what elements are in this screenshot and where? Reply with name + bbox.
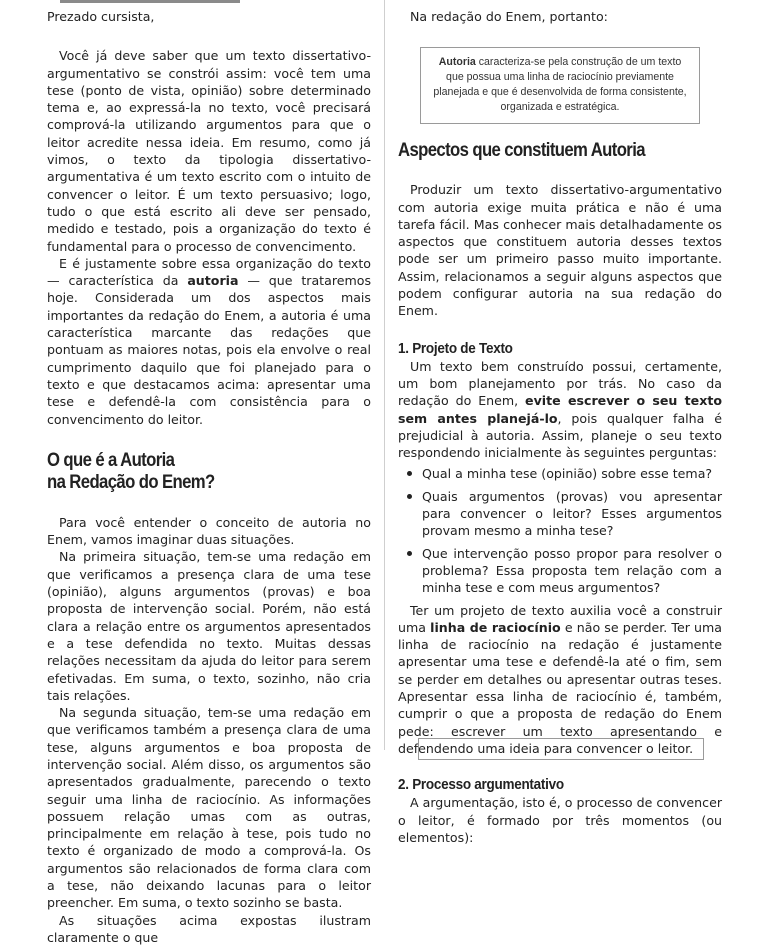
paragraph-second-situation: Na segunda situação, tem-se uma redação em que verificamos também a presença clara de uma tese, alguns argumentos e boa proposta de intervenção social. Além disso, os argumentos são apresentados gradualmente, parecendo o texto seguir uma linha de raciocínio. As informações possuem relação umas com as outras, principalmente em relação à tese, pois tudo no texto é organizado de modo a comprová-la. Os argumentos são relacionados de forma clara com a tese, não deixando lacunas para o leitor preencher. Em suma, o texto sozinho se basta. (47, 705, 371, 911)
paragraph-autoria-text-a: E é justamente sobre essa organização do texto — característica da (47, 255, 371, 289)
paragraph-aspects-intro: Produzir um texto dissertativo-argumentativo com autoria exige muita prática e não é uma tarefa fácil. Mas conhecer mais detalhadamente os aspectos que constituem autoria desses textos pode ser um primeiro passo muito importante. Assim, relacionamos a seguir alguns aspectos que podem configurar autoria na sua redação do Enem. (398, 182, 722, 319)
list-item-text: Quais argumentos (provas) vou apresentar para convencer o leitor? Esses argumentos provam mesmo a minha tese? (422, 488, 722, 539)
paragraph-project-text-a: Um texto bem construído possui, certamente, um bom planejamento por trás. No caso da redação do Enem, (398, 358, 722, 409)
list-item (398, 488, 722, 540)
elements-box (418, 738, 704, 760)
paragraph-reasoning-text-a: Ter um projeto de texto auxilia você a construir uma (398, 602, 722, 635)
subheading-argumentation: 2. Processo argumentativo (398, 776, 564, 794)
section-heading-autoria (47, 450, 371, 494)
list-item-text: Qual a minha tese (opinião) sobre esse tema? (422, 466, 713, 482)
reasoning-line-emphasis: linha de raciocínio (430, 619, 561, 635)
right-column (398, 0, 722, 846)
bullet-icon (407, 471, 412, 476)
greeting: Prezado cursista, (47, 9, 155, 24)
question-list (398, 465, 722, 596)
paragraph-conclusion-start: As situações acima expostas ilustram claramente o que (47, 912, 371, 945)
plan-emphasis: evite escrever o seu texto sem antes planejá-lo (398, 393, 722, 426)
definition-box (420, 47, 700, 124)
paragraph-project-text-b: , pois qualquer falha é prejudicial à autoria. Assim, planeje o seu texto respondendo inicialmente às seguintes perguntas: (398, 410, 722, 461)
paragraph-reasoning-text-b: e não se perder. Ter uma linha de raciocínio na redação é justamente apresentar uma tese e defendê-la até o fim, sem se perder em detalhes ou apresentar outras teses. Apresentar essa linha de raciocínio é, também, cumprir o que a proposta de redação do Enem pede: escrever um texto apresentando e defendendo uma ideia para convencer o leitor. (398, 619, 722, 756)
paragraph-intro-text: Você já deve saber que um texto dissertativo-argumentativo se constrói assim: você tem uma tese (ponto de vista, opinião) sobre determinado tema e, ao expressá-la no texto, você precisará comprová-la utilizando argumentos para que o leitor acredite nessa ideia. Em resumo, como já vimos, o texto da tipologia dissertativo-argumentativa é um texto escrito com o intuito de convencer o leitor. É um texto persuasivo; logo, tudo o que está escrito ali deve ser pensado, medido e testado, pois a organização do texto é fundamental para o processo de convencimento. (47, 48, 371, 254)
paragraph-first-situation: Na primeira situação, tem-se uma redação em que verificamos a presença clara de uma tese (opinião), alguns argumentos (provas) e boa proposta de intervenção social. Porém, não está clara a relação entre os argumentos apresentados e a tese defendida no texto. Muitas dessas relações necessitam da ajuda do leitor para serem efetivadas. Em suma, o texto, sozinho, não cria tais relações. (47, 549, 371, 703)
definition-text: caracteriza-se pela construção de um texto que possua uma linha de raciocínio previamente planejada e que é desenvolvida de forma consistente, organizada e estratégica. (433, 56, 687, 114)
list-item (398, 545, 722, 597)
paragraph-autoria (47, 255, 371, 428)
bullet-icon (407, 494, 412, 499)
section-heading-line-2: na Redação do Enem? (47, 471, 215, 493)
paragraph-project (398, 358, 722, 462)
paragraph-enem-intro: Na redação do Enem, portanto: (410, 9, 608, 24)
paragraph-autoria-text-b: — que trataremos hoje. Considerada um dos aspectos mais importantes da redação do Enem, a autoria é uma característica marcante das redações que pontuam as maiores notas, pois ela envolve o real cumprimento daquilo que foi planejado para o texto e que destacamos acima: apresentar uma tese e defendê-la com consistência para o convencimento do leitor. (47, 273, 372, 427)
section-heading-aspects: Aspectos que constituem Autoria (398, 140, 645, 162)
autoria-keyword: autoria (187, 273, 239, 289)
section-heading-line-1: O que é a Autoria (47, 449, 175, 471)
list-item-text: Que intervenção posso propor para resolver o problema? Essa proposta tem relação com a minha tese e com meus argumentos? (422, 545, 722, 596)
left-column (47, 0, 371, 946)
paragraph-reasoning-line (398, 602, 722, 758)
paragraph-intro (47, 47, 371, 255)
paragraph-situations-intro: Para você entender o conceito de autoria no Enem, vamos imaginar duas situações. (47, 514, 371, 548)
bullet-icon (407, 551, 412, 556)
definition-keyword: Autoria (438, 56, 476, 69)
list-item (398, 465, 722, 482)
subheading-project: 1. Projeto de Texto (398, 339, 513, 357)
column-divider (384, 0, 385, 750)
paragraph-argumentation: A argumentação, isto é, o processo de convencer o leitor, é formado por três momentos (ou elementos): (398, 795, 722, 845)
